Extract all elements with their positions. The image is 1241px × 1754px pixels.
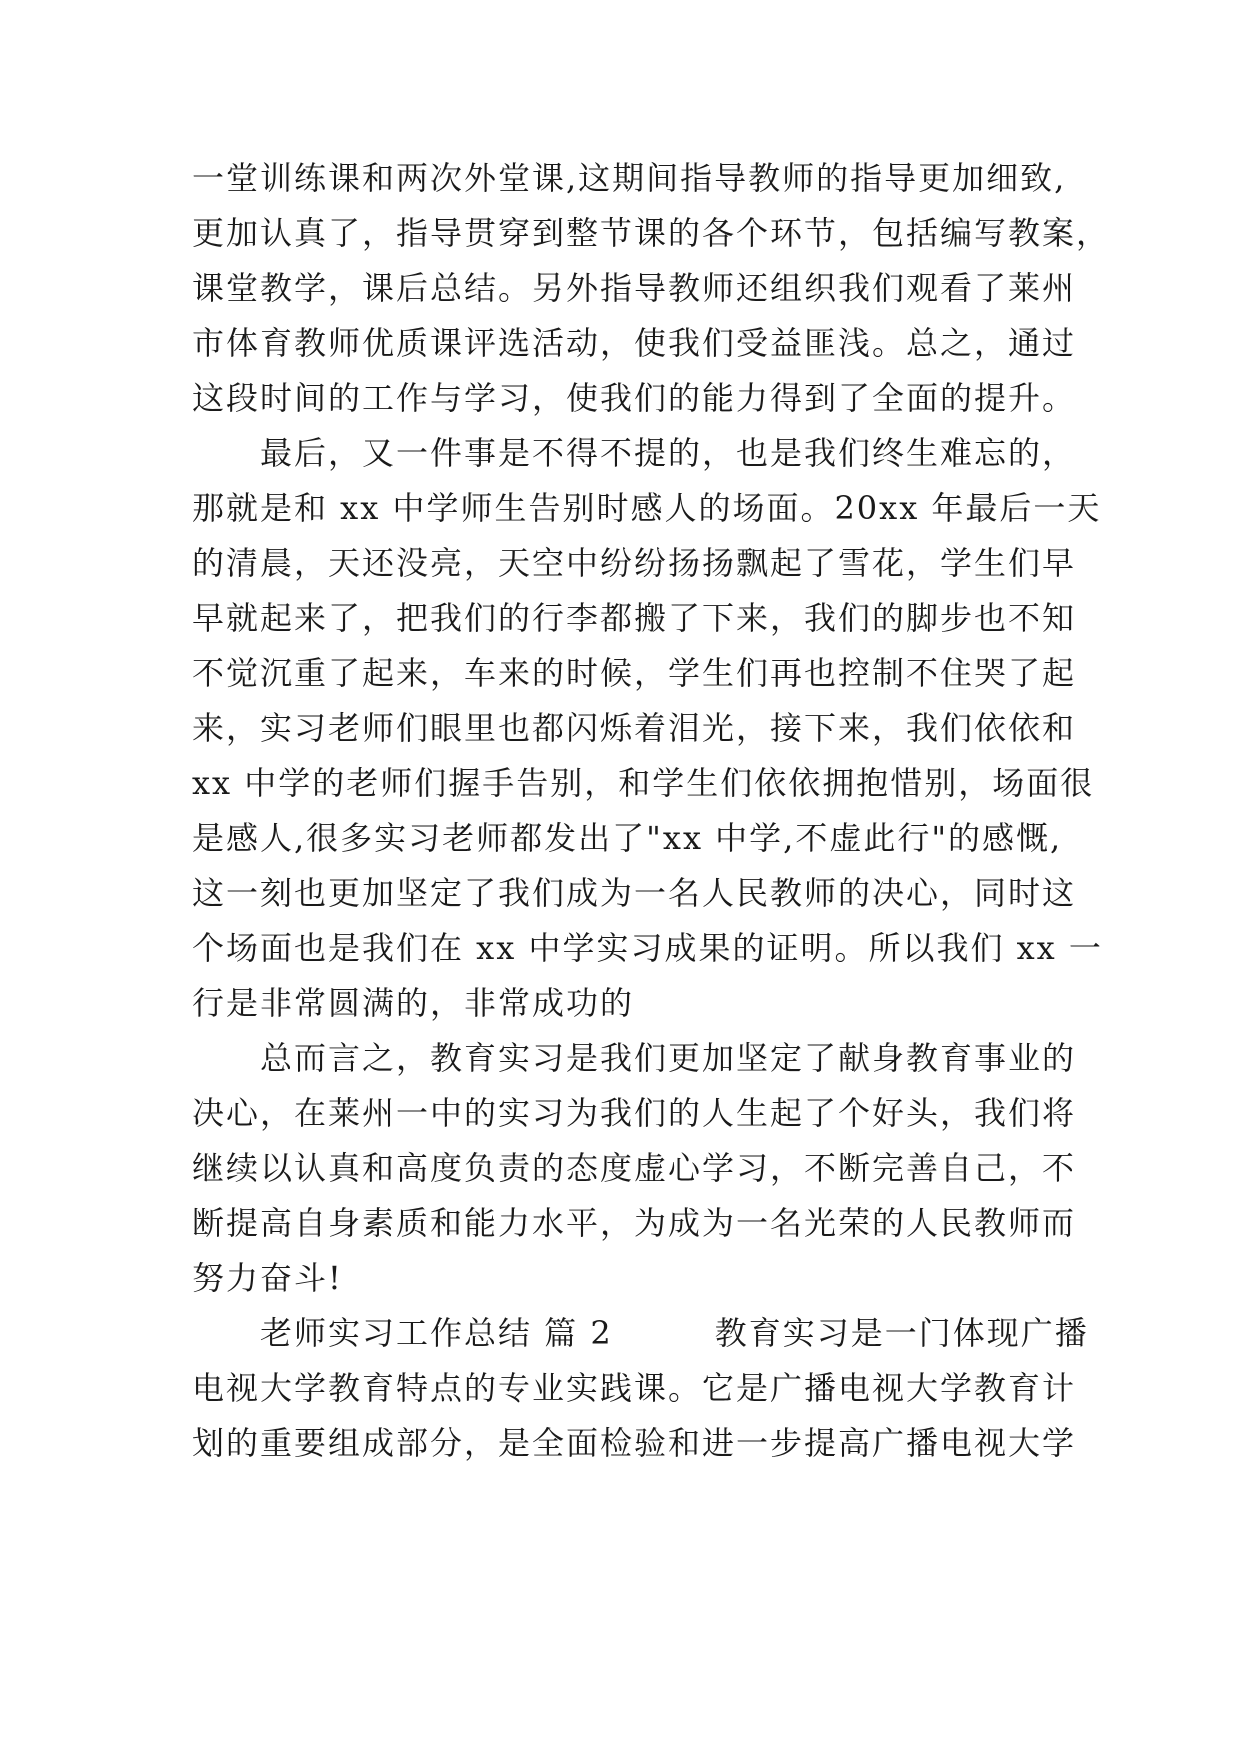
- section-heading-line: 老师实习工作总结 篇 2 教育实习是一门体现广播: [192, 1314, 1089, 1352]
- text-line: 是感人,很多实习老师都发出了"xx 中学,不虚此行"的感慨,: [192, 819, 1063, 857]
- text-line: 的清晨，天还没亮，天空中纷纷扬扬飘起了雪花，学生们早: [192, 544, 1077, 582]
- text-line: 继续以认真和高度负责的态度虚心学习，不断完善自己，不: [192, 1149, 1077, 1187]
- text-line: 电视大学教育特点的专业实践课。它是广播电视大学教育计: [192, 1369, 1077, 1407]
- text-line: 这段时间的工作与学习，使我们的能力得到了全面的提升。: [192, 379, 1077, 417]
- text-line: 不觉沉重了起来，车来的时候，学生们再也控制不住哭了起: [192, 654, 1077, 692]
- text-line: 行是非常圆满的，非常成功的: [192, 984, 635, 1022]
- text-line: xx 中学的老师们握手告别，和学生们依依拥抱惜别，场面很: [192, 764, 1095, 802]
- paragraph-start-line: 总而言之，教育实习是我们更加坚定了献身教育事业的: [192, 1039, 1077, 1077]
- text-line: 一堂训练课和两次外堂课,这期间指导教师的指导更加细致,: [192, 159, 1067, 197]
- text-line: 市体育教师优质课评选活动，使我们受益匪浅。总之，通过: [192, 324, 1077, 362]
- text-line: 个场面也是我们在 xx 中学实习成果的证明。所以我们 xx 一: [192, 929, 1103, 967]
- text-line: 那就是和 xx 中学师生告别时感人的场面。20xx 年最后一天: [192, 489, 1102, 527]
- text-line: 来，实习老师们眼里也都闪烁着泪光，接下来，我们依依和: [192, 709, 1077, 747]
- text-line: 划的重要组成部分，是全面检验和进一步提高广播电视大学: [192, 1424, 1077, 1462]
- text-line: 这一刻也更加坚定了我们成为一名人民教师的决心，同时这: [192, 874, 1077, 912]
- paragraph-start-line: 最后，又一件事是不得不提的，也是我们终生难忘的，: [192, 434, 1077, 472]
- text-line: 课堂教学，课后总结。另外指导教师还组织我们观看了莱州: [192, 269, 1077, 307]
- text-line: 努力奋斗!: [192, 1259, 343, 1297]
- text-line: 早就起来了，把我们的行李都搬了下来，我们的脚步也不知: [192, 599, 1077, 637]
- text-line: 更加认真了，指导贯穿到整节课的各个环节，包括编写教案，: [192, 214, 1111, 252]
- text-line: 断提高自身素质和能力水平，为成为一名光荣的人民教师而: [192, 1204, 1077, 1242]
- text-line: 决心，在莱州一中的实习为我们的人生起了个好头，我们将: [192, 1094, 1077, 1132]
